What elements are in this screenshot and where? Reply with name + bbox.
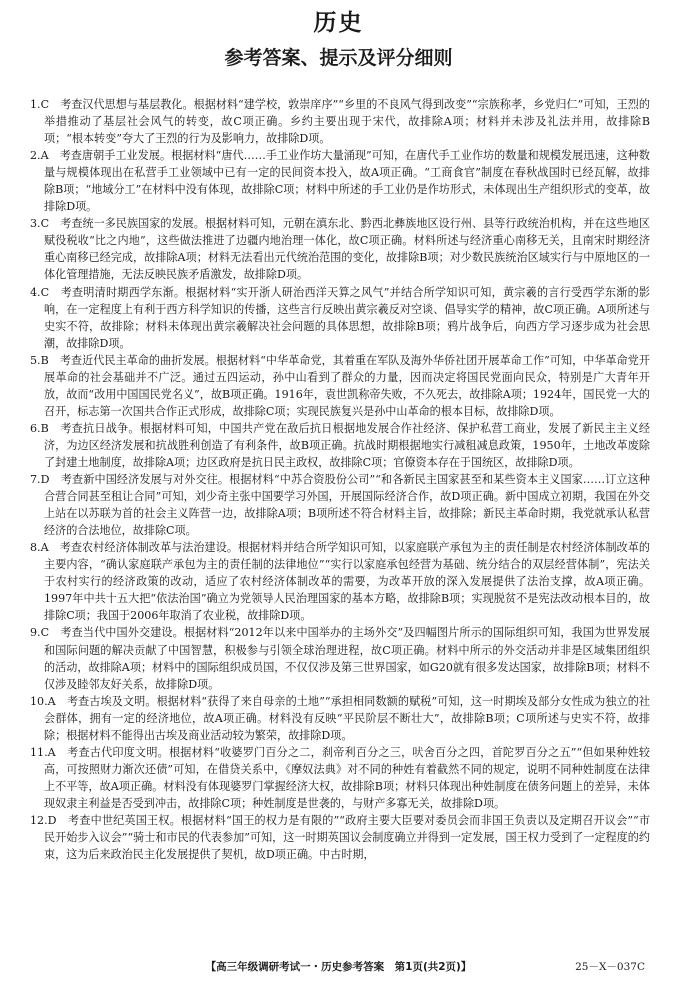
footer-doc-code: 25－X－037C: [575, 961, 645, 973]
answer-item-2: 2.A 考查唐朝手工业发展。根据材料“唐代……手工业作坊大量涌现”可知，在唐代手工业作坊的数量和规模发展迅速，这种数量与规模体现出在私营手工业领域中已有一定的民间资本投入，故A项正确。“工商食官”制度在春秋战国时已经瓦解，故排除B项；“地域分工”在材料中没有体现，故排除C项；材料中所述的手工业仍是作坊形式，未体现出生产组织形式的变革，故排除D项。: [30, 149, 650, 214]
answer-item-8: 8.A 考查农村经济体制改革与法治建设。根据材料并结合所学知识可知，以家庭联产承包为主的责任制是农村经济体制改革的主要内容，“确认家庭联产承包为主的责任制的法律地位”“实行以家庭承包经营为基础、统分结合的双层经营体制”，宪法关于农村实行的经济政策的改动，适应了农村经济体制改革的需要，为改革开放的深入发展提供了法治支撑，故A项正确。1997年中共十五大把“依法治国”确立为党领导人民治理国家的基本方略，故排除B项；实现脱贫不是宪法改动根本目的，故排除C项；我国于2006年取消了农业税，故排除D项。: [30, 541, 650, 623]
answer-item-7: 7.D 考查新中国经济发展与对外交往。根据材料“中苏合资股份公司”“和各新民主国家甚至和某些资本主义国家……订立这种合营合同甚至租让合同”可知，刘少奇主张中国要学习外国，开展国际经济合作，故D项正确。新中国成立初期，我国在外交上站在以苏联为首的社会主义阵营一边，故排除A项；B项所述不符合材料主旨，故排除；新民主革命时期，我党就承认私营经济的合法地位，故排除C项。: [30, 473, 650, 538]
answer-list: [30, 96, 650, 863]
answer-item-12: 12.D 考查中世纪英国王权。根据材料“国王的权力是有限的”“政府主要大臣要对委员会而非国王负责以及定期召开议会”“市民开始步入议会”“骑士和市民的代表参加”可知，这一时期英国议会制度确立并得到一定发展，国王权力受到了一定程度的约束，这为后来政治民主化发展提供了契机，故D项正确。中古时期，: [30, 813, 650, 862]
answer-item-9: 9.C 考查当代中国外交建设。根据材料“2012年以来中国举办的主场外交”及四幅图片所示的国际组织可知，我国为世界发展和国际问题的解决贡献了中国智慧，积极参与引领全球治理进程，故C项正确。材料中所示的外交活动并非是区域集团组织的活动，故排除A项；材料中的国际组织成员国，不仅仅涉及第三世界国家，如G20就有很多发达国家，故排除B项；材料不仅涉及睦邻友好关系，故排除D项。: [30, 626, 650, 691]
answer-item-3: 3.C 考查统一多民族国家的发展。根据材料可知，元朝在滇东北、黔西北彝族地区设行州、县等行政统治机构，并在这些地区赋役税收“比之内地”，这些做法推进了边疆内地治理一体化，故C项正确。材料所述与经济重心南移无关，且南宋时期经济重心南移已经完成，故排除A项；材料无法看出元代统治范围的变化，故排除B项；对少数民族统治区域实行与中原地区的一体化管理措施，无法反映民族矛盾激发，故排除D项。: [30, 217, 650, 282]
answer-item-10: 10.A 考查古埃及文明。根据材料“获得了来自母亲的土地”“承担相同数额的赋税”可知，这一时期埃及部分女性成为独立的社会群体，拥有一定的经济地位，故A项正确。材料没有反映“平民阶层不断壮大”，故排除B项；C项所述与史实不符，故排除；根据材料不能得出古埃及商业活动较为繁荣，故排除D项。: [30, 694, 650, 742]
page-subtitle: 参考答案、提示及评分细则: [224, 47, 453, 69]
answer-item-5: 5.B 考查近代民主革命的曲折发展。根据材料“中华革命党，其着重在军队及海外华侨社团开展革命工作”可知，中华革命党开展革命的社会基础并不广泛。通过五四运动，孙中山看到了群众的力量，因而决定将国民党面向民众，特别是广大青年开放，故而“改用中国国民党名义”，故B项正确。1916年，袁世凯称帝失败，不久死去，故排除A项；1924年，国民党一大的召开，标志第一次国共合作正式形成，故排除C项；实现民族复兴是孙中山革命的根本目标，故排除D项。: [30, 353, 650, 418]
answer-item-6: 6.B 考查抗日战争。根据材料可知，中国共产党在敌后抗日根据地发展合作社经济、保护私营工商业，发展了新民主主义经济，为边区经济发展和抗战胜利创造了有利条件，故B项正确。抗战时期根据地实行减租减息政策，1950年，土地改革废除了封建土地制度，故排除A项；边区政府是抗日民主政权，故排除C项；官僚资本存在于国统区，故排除D项。: [30, 421, 650, 469]
page-title: 历史: [313, 10, 364, 36]
footer-page-info: 【高三年级调研考试一・历史参考答案 第1页(共2页)】: [205, 961, 472, 973]
answer-item-4: 4.C 考查明清时期西学东渐。根据材料“实开浙人研治西洋天算之风气”并结合所学知识可知，黄宗羲的言行受西学东渐的影响，在一定程度上有利于西方科学知识的传播，这些言行反映出黄宗羲反对空谈、倡导实学的精神，故C项正确。A项所述与史实不符，故排除；材料未体现出黄宗羲解决社会问题的具体思想，故排除B项；鸦片战争后，向西方学习逐步成为社会思潮，故排除D项。: [30, 285, 650, 350]
page-footer: [0, 958, 677, 976]
answer-item-1: 1.C 考查汉代思想与基层教化。根据材料“建学校，敦崇庠序”“乡里的不良风气得到改变”“宗族称孝，乡党归仁”可知，王烈的举措推动了基层社会风气的转变，故C项正确。乡约主要出现于宋代，故排除A项；材料并未涉及礼法并用，故排除B项；“根本转变”夸大了王烈的行为及影响力，故排除D项。: [30, 98, 650, 146]
answer-item-11: 11.A 考查古代印度文明。根据材料“收婆罗门百分之二，刹帝利百分之三，吠舍百分之四，首陀罗百分之五”“但如果种姓较高，可按照财力渐次还债”可知，在借贷关系中，《摩奴法典》对不同的种姓有着截然不同的规定，说明不同种姓制度在法律上不平等，故A项正确。材料没有体现婆罗门掌握经济大权，故排除B项；材料只体现出种姓制度在债务问题上的差异，未体现奴隶主利益是否受到冲击，故排除C项；种姓制度是世袭的，与财产多寡无关，故排除D项。: [30, 745, 650, 810]
